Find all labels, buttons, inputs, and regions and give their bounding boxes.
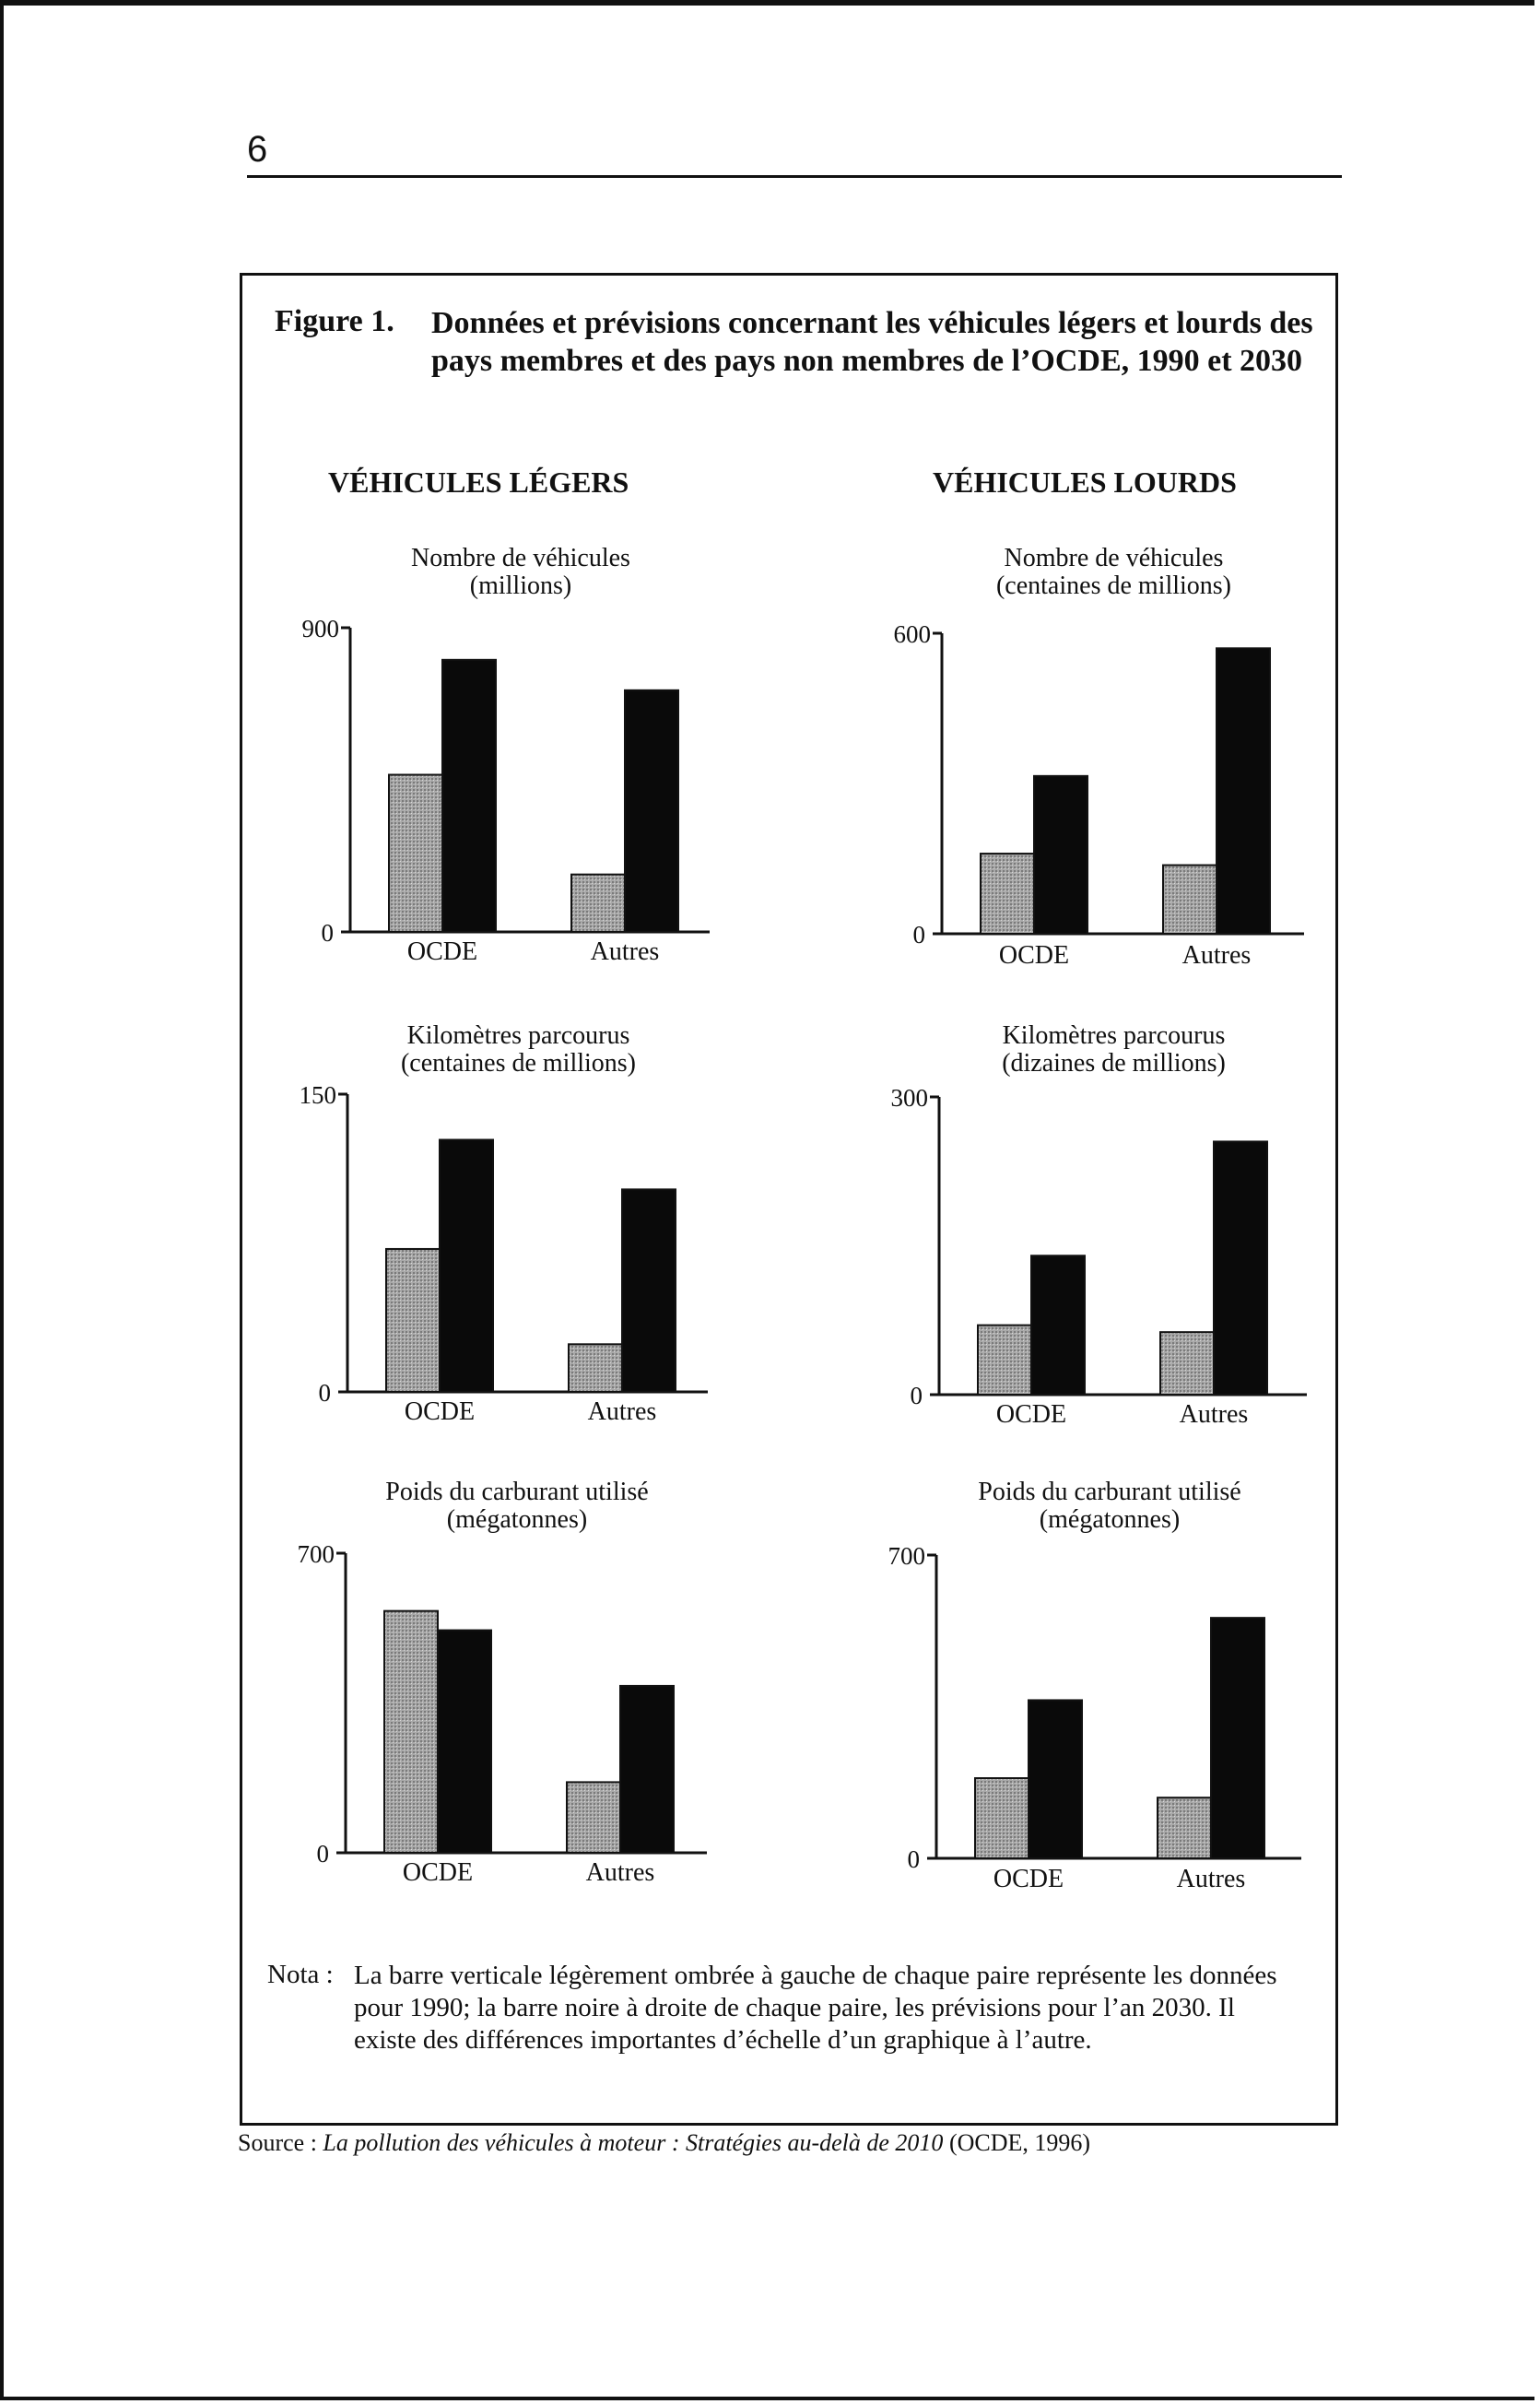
chart-subtitle: (dizaines de millions) [1002,1049,1226,1078]
bar-autres-2030 [1217,648,1270,934]
y-tick-label-zero: 0 [910,1382,923,1409]
chart-subtitle: (mégatonnes) [1039,1505,1181,1534]
chart-subtitle: (mégatonnes) [446,1505,588,1534]
category-label-autres: Autres [587,1397,657,1426]
bar-ocde-1990 [384,1611,438,1853]
chart-4 [891,1021,1308,1429]
bar-autres-2030 [1211,1618,1264,1858]
figure-label: Figure 1. [275,304,394,338]
category-label-autres: Autres [1181,941,1252,970]
y-tick-label-max: 300 [890,1084,928,1112]
chart-1 [302,544,711,966]
chart-subtitle: (centaines de millions) [400,1049,637,1078]
y-tick-label-zero: 0 [912,921,925,949]
bar-ocde-2030 [1031,1255,1085,1395]
category-label-autres: Autres [1176,1865,1246,1893]
bar-ocde-2030 [438,1631,491,1853]
chart-subtitle: (millions) [469,572,572,600]
source-prefix: Source : [238,2129,323,2156]
category-label-autres: Autres [590,937,660,966]
category-label-autres: Autres [1179,1400,1249,1429]
y-tick-label-max: 900 [301,615,339,642]
bar-autres-2030 [620,1686,674,1853]
y-tick-label-zero: 0 [907,1845,920,1873]
y-tick-label-zero: 0 [316,1840,329,1868]
y-tick-label-zero: 0 [318,1379,331,1407]
heading-light-vehicles: VÉHICULES LÉGERS [328,465,629,499]
bar-ocde-1990 [389,775,442,933]
category-label-ocde: OCDE [993,1865,1064,1893]
source-line [238,2129,1090,2157]
bar-ocde-1990 [978,1326,1031,1395]
chart-2 [894,544,1305,970]
bar-autres-1990 [567,1782,620,1853]
category-label-ocde: OCDE [402,1858,474,1887]
note-text: La barre verticale légèrement ombrée à gauche de chaque paire représente les données pour 1990; la barre noire à droite de chaque paire, les prévisions pour l’an 2030. Il existe des différences importantes d’échelle d’un graphique à l’autre. [354,1961,1277,2055]
chart-subtitle: (centaines de millions) [995,572,1232,600]
source-title: La pollution des véhicules à moteur : Stratégies au-delà de 2010 [323,2129,944,2156]
chart-title: Nombre de véhicules [411,544,630,572]
category-label-autres: Autres [585,1858,655,1887]
page-number: 6 [247,129,268,170]
y-tick-label-zero: 0 [321,919,334,947]
y-tick-label-max: 150 [299,1081,336,1109]
bar-ocde-2030 [442,660,496,932]
figure-title: Données et prévisions concernant les véhicules légers et lourds des pays membres et des pays non membres de l’OCDE, 1990 et 2030 [431,306,1313,379]
bar-ocde-1990 [981,854,1034,934]
chart-5 [298,1478,708,1887]
chart-title: Nombre de véhicules [1004,544,1224,572]
bar-autres-1990 [1163,866,1217,934]
bar-autres-1990 [571,875,625,932]
bar-autres-1990 [569,1344,622,1392]
bar-ocde-2030 [1029,1700,1082,1858]
bar-autres-1990 [1160,1332,1214,1395]
heading-heavy-vehicles: VÉHICULES LOURDS [933,465,1237,499]
bar-ocde-2030 [440,1140,493,1392]
bar-ocde-2030 [1034,776,1087,934]
y-tick-label-max: 700 [297,1540,335,1568]
bar-autres-2030 [622,1189,676,1392]
category-label-ocde: OCDE [998,941,1070,970]
category-label-ocde: OCDE [404,1397,476,1426]
chart-title: Kilomètres parcourus [1002,1021,1226,1050]
bar-autres-1990 [1158,1797,1211,1858]
note-label: Nota : [267,1960,334,1989]
y-tick-label-max: 600 [893,620,931,648]
chart-title: Kilomètres parcourus [406,1021,630,1050]
bar-autres-2030 [625,690,678,932]
source-suffix: (OCDE, 1996) [943,2129,1091,2156]
bar-autres-2030 [1214,1141,1267,1395]
bar-ocde-1990 [975,1778,1029,1858]
chart-title: Poids du carburant utilisé [385,1478,649,1506]
chart-title: Poids du carburant utilisé [978,1478,1241,1506]
chart-3 [300,1021,709,1426]
category-label-ocde: OCDE [995,1400,1067,1429]
y-tick-label-max: 700 [888,1542,925,1570]
chart-6 [888,1478,1302,1893]
bar-ocde-1990 [386,1249,440,1392]
category-label-ocde: OCDE [406,937,478,966]
